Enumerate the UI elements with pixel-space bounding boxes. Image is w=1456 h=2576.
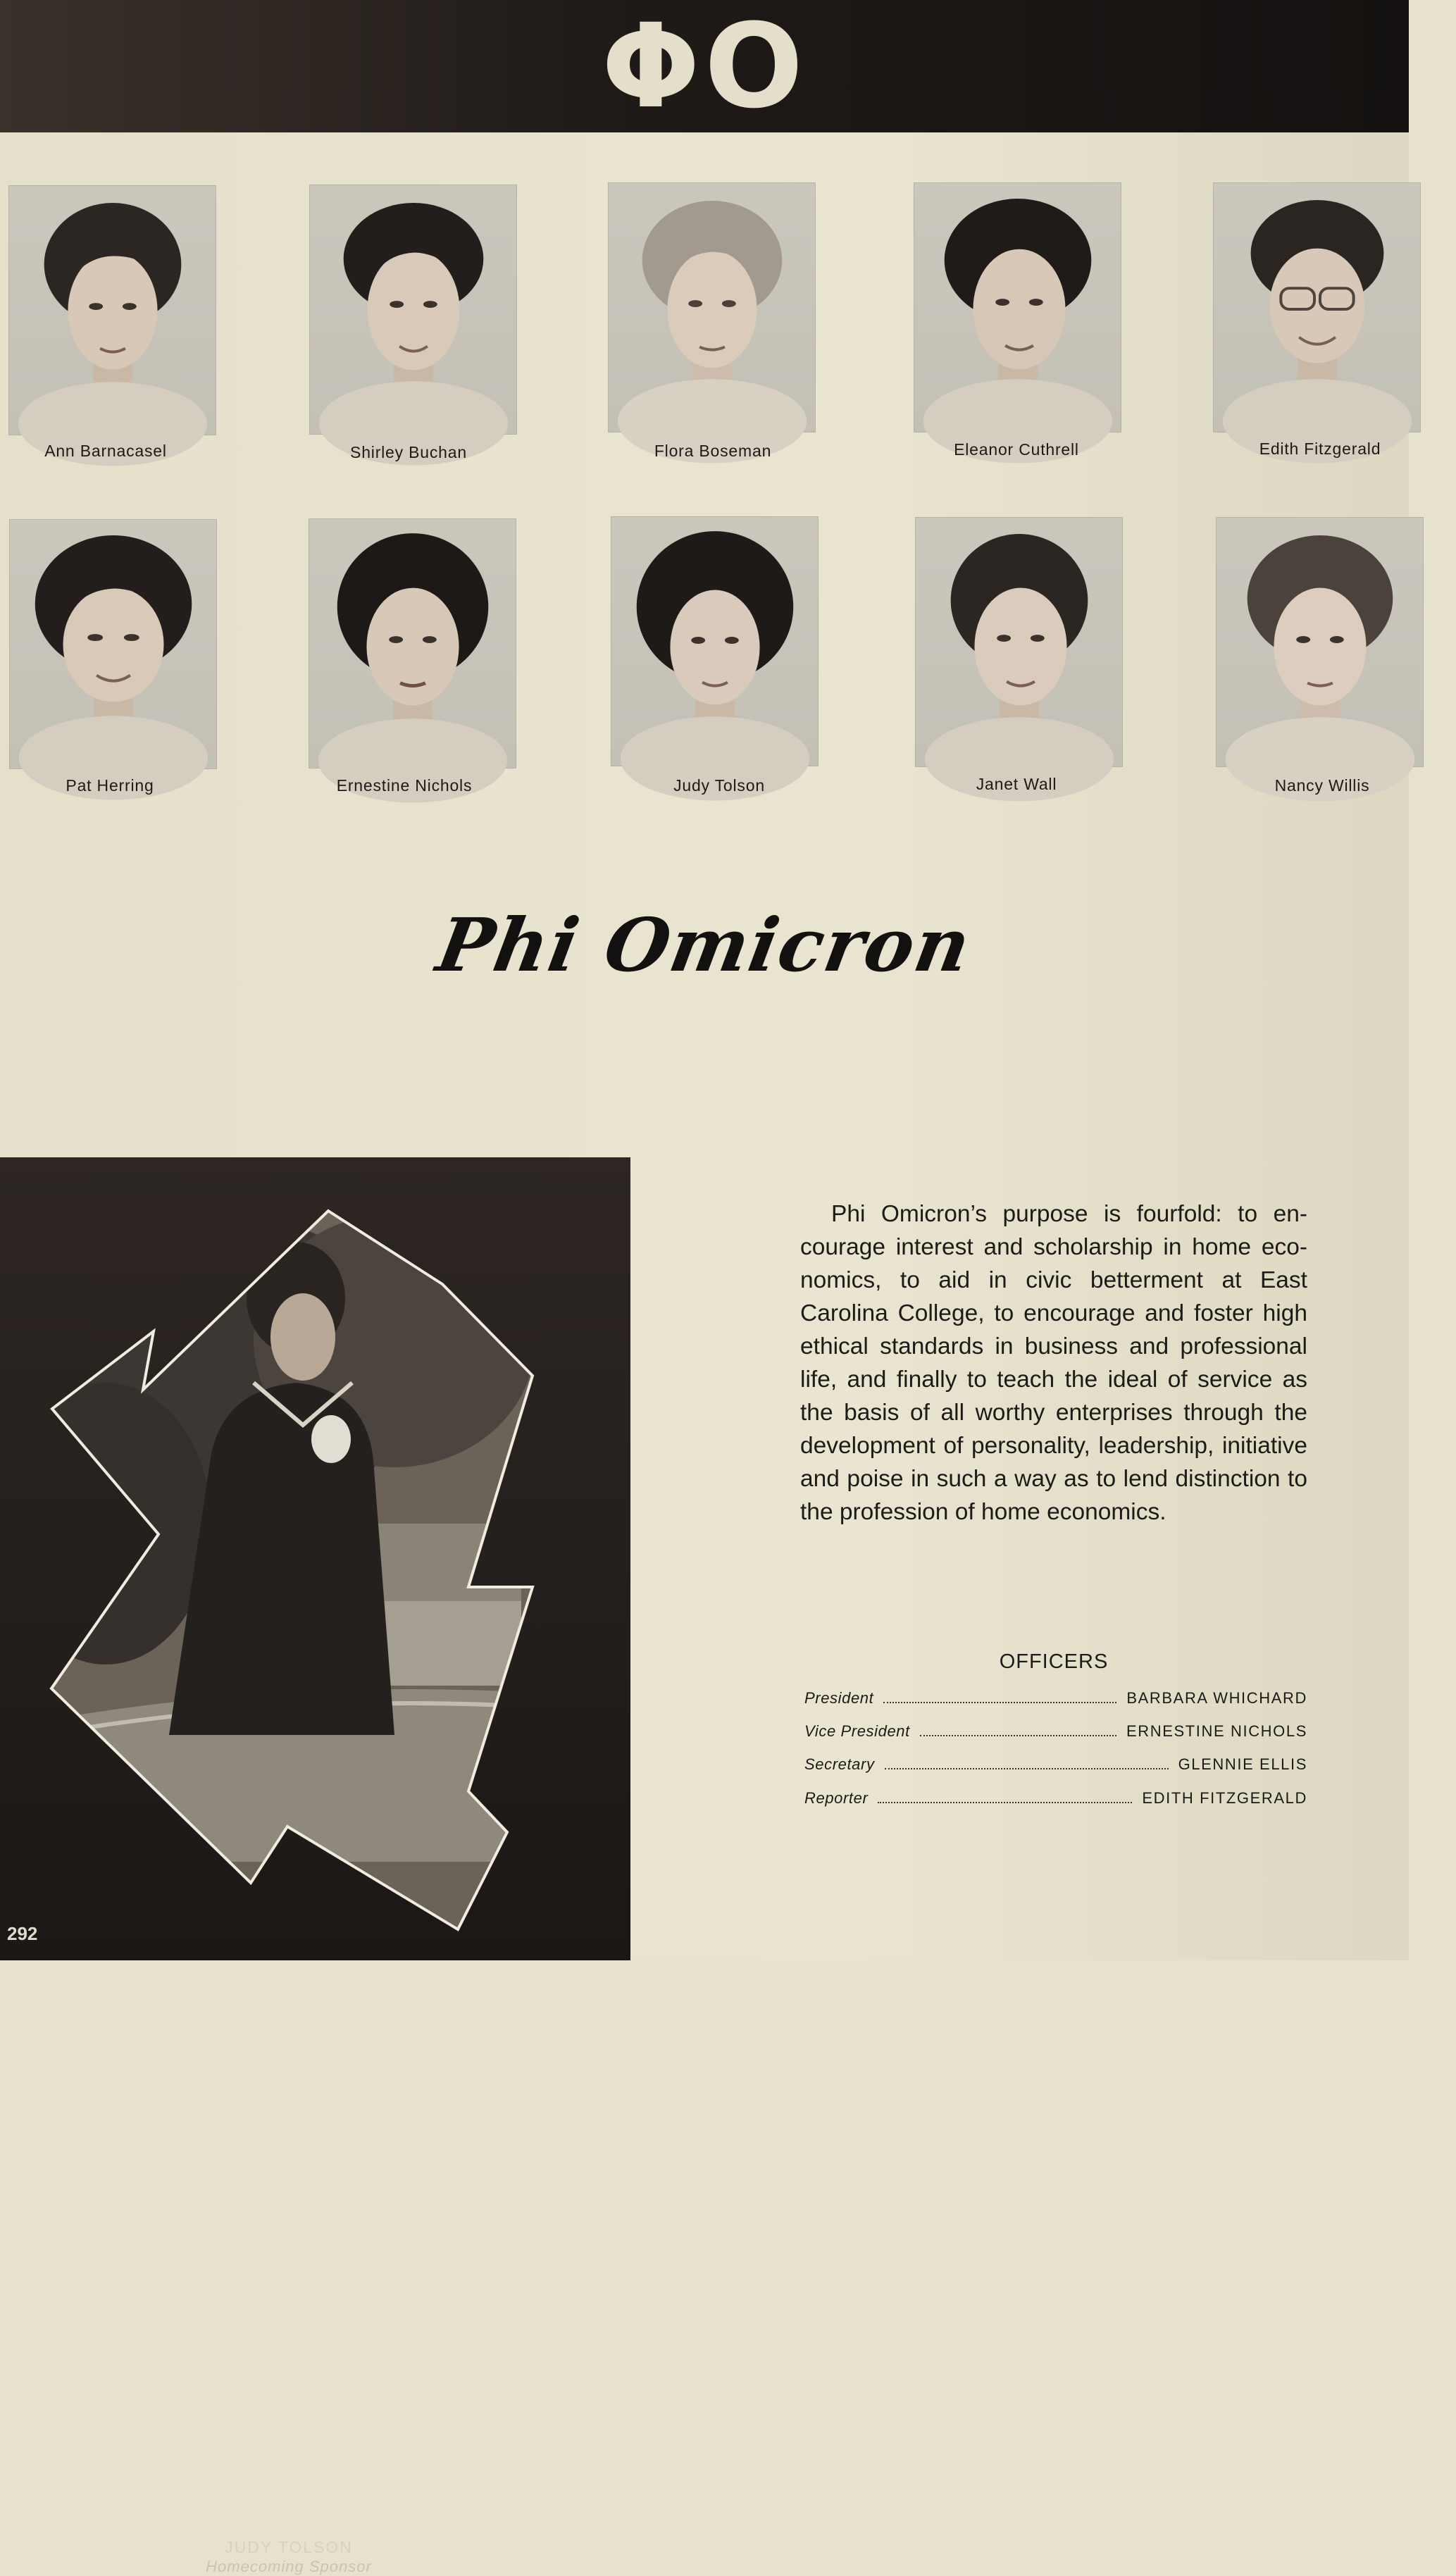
officer-name: ERNESTINE NICHOLS [1126, 1722, 1307, 1740]
officer-role: Vice President [804, 1722, 910, 1740]
member-photo [9, 519, 217, 769]
header-band [0, 0, 1409, 132]
member-name: Ernestine Nichols [336, 776, 473, 795]
page-number: 292 [7, 1923, 38, 1944]
officer-role: Reporter [804, 1789, 869, 1807]
member-photo [8, 185, 216, 435]
member-photo [611, 516, 819, 766]
officer-row [804, 1722, 1307, 1745]
member-name: Flora Boseman [654, 442, 772, 460]
member-name: Janet Wall [976, 775, 1057, 793]
sponsor-role-caption: Homecoming Sponsor [206, 2558, 372, 2575]
portrait-image [310, 185, 516, 434]
member-name: Nancy Willis [1274, 776, 1370, 795]
purpose-paragraph: Phi Omicron’s purpose is fourfold: to encourage interest and scholarship in home economics, to aid in civic betterment at East Carolina College, to encourage and foster high ethical standards in business and professional life, and finally to teach the ideal of service as the basis of all worthy enterprises through the development of personality, leadership, initiative and poise in such a way as to lend distinction to the profession of home economics. [800, 1201, 1307, 1525]
member-name: Judy Tolson [673, 776, 765, 795]
member-photo [309, 185, 517, 435]
portrait-image [611, 517, 818, 766]
officer-role: President [804, 1689, 874, 1707]
portrait-image [914, 183, 1121, 432]
member-name: Edith Fitzgerald [1259, 440, 1381, 458]
member-name: Shirley Buchan [350, 443, 467, 461]
officer-name: BARBARA WHICHARD [1126, 1689, 1307, 1707]
portrait-image [1214, 183, 1420, 432]
member-photo [914, 182, 1121, 433]
member-name: Eleanor Cuthrell [954, 440, 1079, 459]
officer-name: GLENNIE ELLIS [1178, 1755, 1307, 1773]
leader-dots [883, 1702, 1116, 1703]
portrait-image [309, 519, 516, 768]
greek-letters-heading: ΦO [601, 0, 808, 134]
officer-row [804, 1755, 1307, 1778]
leader-dots [920, 1735, 1116, 1736]
member-photo [309, 518, 516, 769]
portrait-image [609, 183, 815, 432]
member-photo [608, 182, 816, 433]
member-photo [915, 517, 1123, 767]
sponsor-name-caption: JUDY TOLSON [225, 2538, 353, 2556]
member-photo [1213, 182, 1421, 433]
officers-heading: OFFICERS [999, 1650, 1109, 1673]
sponsor-photo [0, 1157, 630, 1960]
leader-dots [885, 1768, 1169, 1769]
member-name: Pat Herring [66, 776, 154, 795]
member-name: Ann Barnacasel [44, 442, 167, 460]
leader-dots [878, 1802, 1132, 1803]
officer-row [804, 1789, 1307, 1812]
member-photo [1216, 517, 1424, 767]
page-title: Phi Omicron [430, 902, 978, 988]
portrait-image [9, 186, 216, 435]
portrait-image [1217, 518, 1423, 766]
officer-role: Secretary [804, 1755, 875, 1773]
officer-name: EDITH FITZGERALD [1142, 1789, 1307, 1807]
portrait-image [916, 518, 1122, 766]
portrait-image [10, 520, 216, 769]
officer-row [804, 1689, 1307, 1712]
sponsor-photo-panel [0, 1157, 630, 2575]
